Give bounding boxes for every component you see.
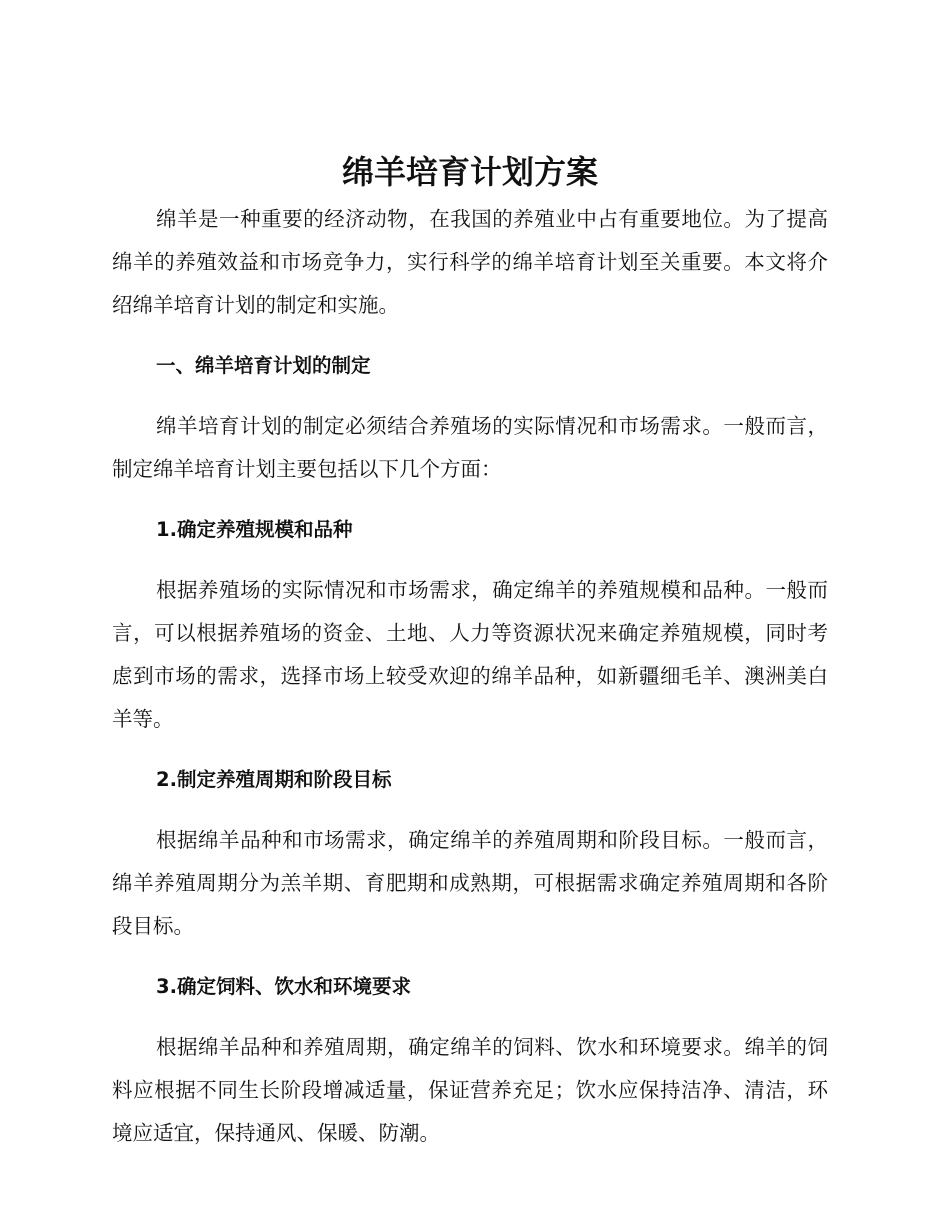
intro-paragraph: 绵羊是一种重要的经济动物，在我国的养殖业中占有重要地位。为了提高绵羊的养殖效益和市场竞争力，实行科学的绵羊培育计划至关重要。本文将介绍绵羊培育计划的制定和实施。 <box>112 207 828 317</box>
item-paragraph-1: 根据养殖场的实际情况和市场需求，确定绵羊的养殖规模和品种。一般而言，可以根据养殖场的资金、土地、人力等资源状况来确定养殖规模，同时考虑到市场的需求，选择市场上较受欢迎的绵羊品种，如新疆细毛羊、澳洲美白羊等。 <box>112 578 828 731</box>
document-body <box>112 148 828 1155</box>
item-paragraph-3: 根据绵羊品种和养殖周期，确定绵羊的饲料、饮水和环境要求。绵羊的饲料应根据不同生长阶段增减适量，保证营养充足；饮水应保持洁净、清洁，环境应适宜，保持通风、保暖、防潮。 <box>112 1035 828 1145</box>
document-title: 绵羊培育计划方案 <box>341 153 598 191</box>
item-heading-3: 3.确定饲料、饮水和环境要求 <box>156 975 411 998</box>
section-paragraph-1: 绵羊培育计划的制定必须结合养殖场的实际情况和市场需求。一般而言，制定绵羊培育计划主要包括以下几个方面： <box>112 414 828 481</box>
item-paragraph-2: 根据绵羊品种和市场需求，确定绵羊的养殖周期和阶段目标。一般而言，绵羊养殖周期分为羔羊期、育肥期和成熟期，可根据需求确定养殖周期和各阶段目标。 <box>112 828 828 938</box>
section-heading-1: 一、绵羊培育计划的制定 <box>156 354 371 377</box>
item-heading-2: 2.制定养殖周期和阶段目标 <box>156 768 392 791</box>
item-heading-1: 1.确定养殖规模和品种 <box>156 518 353 541</box>
